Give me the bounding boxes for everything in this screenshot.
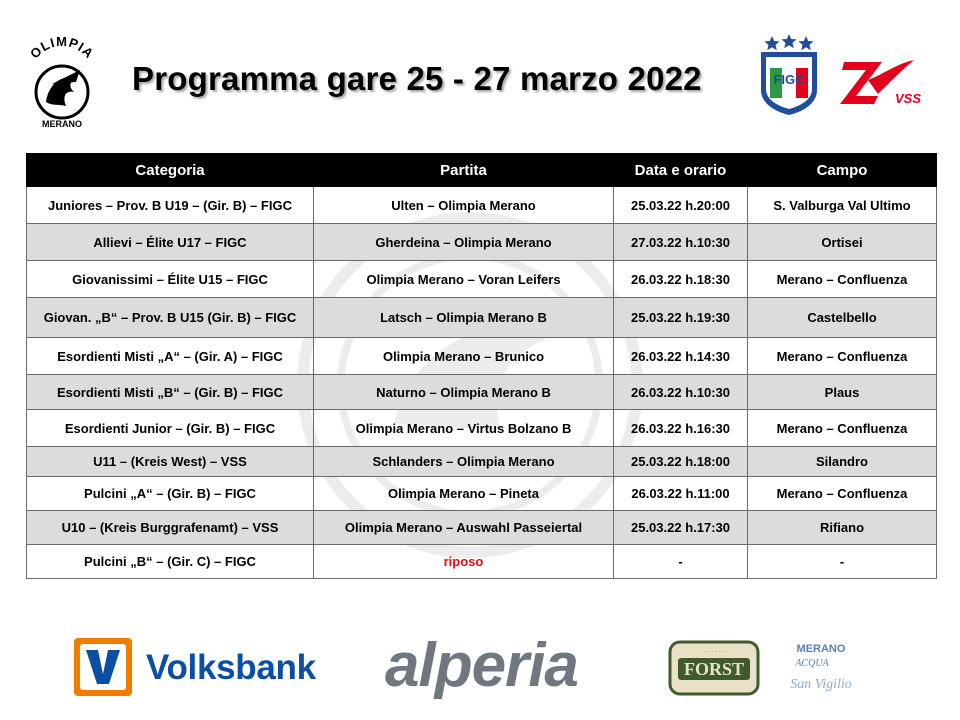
- cell-campo: Castelbello: [748, 298, 937, 338]
- table-header-row: [27, 154, 937, 187]
- cell-categoria: Esordienti Junior – (Gir. B) – FIGC: [27, 410, 314, 447]
- cell-campo: Merano – Confluenza: [748, 261, 937, 298]
- cell-data-orario: 25.03.22 h.20:00: [614, 187, 748, 224]
- cell-categoria: U10 – (Kreis Burggrafenamt) – VSS: [27, 511, 314, 545]
- cell-data-orario: 26.03.22 h.14:30: [614, 338, 748, 375]
- cell-campo: Plaus: [748, 375, 937, 410]
- cell-categoria: Juniores – Prov. B U19 – (Gir. B) – FIGC: [27, 187, 314, 224]
- svg-text:MERANO: MERANO: [796, 643, 846, 655]
- table-row: [27, 338, 937, 375]
- svg-text:OLIMPIA: OLIMPIA: [26, 34, 98, 62]
- cell-categoria: Giovan. „B“ – Prov. B U15 (Gir. B) – FIGC: [27, 298, 314, 338]
- cell-categoria: Allievi – Élite U17 – FIGC: [27, 224, 314, 261]
- cell-categoria: Esordienti Misti „B“ – (Gir. B) – FIGC: [27, 375, 314, 410]
- cell-campo: Merano – Confluenza: [748, 477, 937, 511]
- table-row: [27, 375, 937, 410]
- cell-partita: Olimpia Merano – Brunico: [314, 338, 614, 375]
- forst-logo: [668, 640, 760, 696]
- cell-categoria: Pulcini „B“ – (Gir. C) – FIGC: [27, 545, 314, 579]
- cell-data-orario: 26.03.22 h.10:30: [614, 375, 748, 410]
- cell-data-orario: -: [614, 545, 748, 579]
- table-row: [27, 447, 937, 477]
- cell-categoria: Esordienti Misti „A“ – (Gir. A) – FIGC: [27, 338, 314, 375]
- olimpia-merano-logo: [22, 34, 102, 130]
- svg-text:FORST: FORST: [683, 659, 745, 679]
- cell-partita: Olimpia Merano – Auswahl Passeiertal: [314, 511, 614, 545]
- table-row: [27, 511, 937, 545]
- column-header-categoria: Categoria: [27, 154, 314, 187]
- figc-logo: [752, 34, 826, 116]
- svg-text:San Vigilio: San Vigilio: [790, 677, 852, 692]
- table-row: [27, 187, 937, 224]
- page-title: Programma gare 25 - 27 marzo 2022: [132, 60, 702, 97]
- cell-campo: Ortisei: [748, 224, 937, 261]
- cell-data-orario: 25.03.22 h.19:30: [614, 298, 748, 338]
- table-row: [27, 410, 937, 447]
- column-header-partita: Partita: [314, 154, 614, 187]
- cell-campo: Merano – Confluenza: [748, 338, 937, 375]
- cell-partita: Olimpia Merano – Pineta: [314, 477, 614, 511]
- cell-data-orario: 25.03.22 h.17:30: [614, 511, 748, 545]
- cell-campo: Merano – Confluenza: [748, 410, 937, 447]
- cell-data-orario: 27.03.22 h.10:30: [614, 224, 748, 261]
- cell-categoria: Giovanissimi – Élite U15 – FIGC: [27, 261, 314, 298]
- cell-partita: Schlanders – Olimpia Merano: [314, 447, 614, 477]
- vss-logo: [838, 56, 932, 106]
- cell-campo: -: [748, 545, 937, 579]
- cell-partita: Ulten – Olimpia Merano: [314, 187, 614, 224]
- svg-text:FIGC: FIGC: [773, 72, 805, 87]
- cell-partita: Gherdeina – Olimpia Merano: [314, 224, 614, 261]
- svg-text:VSS: VSS: [894, 91, 922, 106]
- cell-data-orario: 26.03.22 h.18:30: [614, 261, 748, 298]
- cell-categoria: Pulcini „A“ – (Gir. B) – FIGC: [27, 477, 314, 511]
- cell-campo: Rifiano: [748, 511, 937, 545]
- cell-categoria: U11 – (Kreis West) – VSS: [27, 447, 314, 477]
- alperia-logo: alperia: [385, 631, 578, 700]
- svg-text:ACQUA: ACQUA: [795, 658, 829, 669]
- cell-campo: S. Valburga Val Ultimo: [748, 187, 937, 224]
- schedule-table: [26, 153, 937, 579]
- cell-campo: Silandro: [748, 447, 937, 477]
- svg-text:· · · · · · · ·: · · · · · · · ·: [700, 649, 728, 655]
- column-header-campo: Campo: [748, 154, 937, 187]
- column-header-data-orario: Data e orario: [614, 154, 748, 187]
- table-row: [27, 477, 937, 511]
- cell-partita: riposo: [314, 545, 614, 579]
- table-row: [27, 224, 937, 261]
- table-row: [27, 545, 937, 579]
- volksbank-wordmark: Volksbank: [146, 648, 316, 687]
- cell-partita: Latsch – Olimpia Merano B: [314, 298, 614, 338]
- merano-acqua-logo: [782, 640, 860, 698]
- svg-text:MERANO: MERANO: [42, 119, 82, 129]
- cell-partita: Olimpia Merano – Virtus Bolzano B: [314, 410, 614, 447]
- cell-data-orario: 25.03.22 h.18:00: [614, 447, 748, 477]
- table-row: [27, 298, 937, 338]
- table-row: [27, 261, 937, 298]
- cell-data-orario: 26.03.22 h.11:00: [614, 477, 748, 511]
- cell-data-orario: 26.03.22 h.16:30: [614, 410, 748, 447]
- cell-partita: Olimpia Merano – Voran Leifers: [314, 261, 614, 298]
- cell-partita: Naturno – Olimpia Merano B: [314, 375, 614, 410]
